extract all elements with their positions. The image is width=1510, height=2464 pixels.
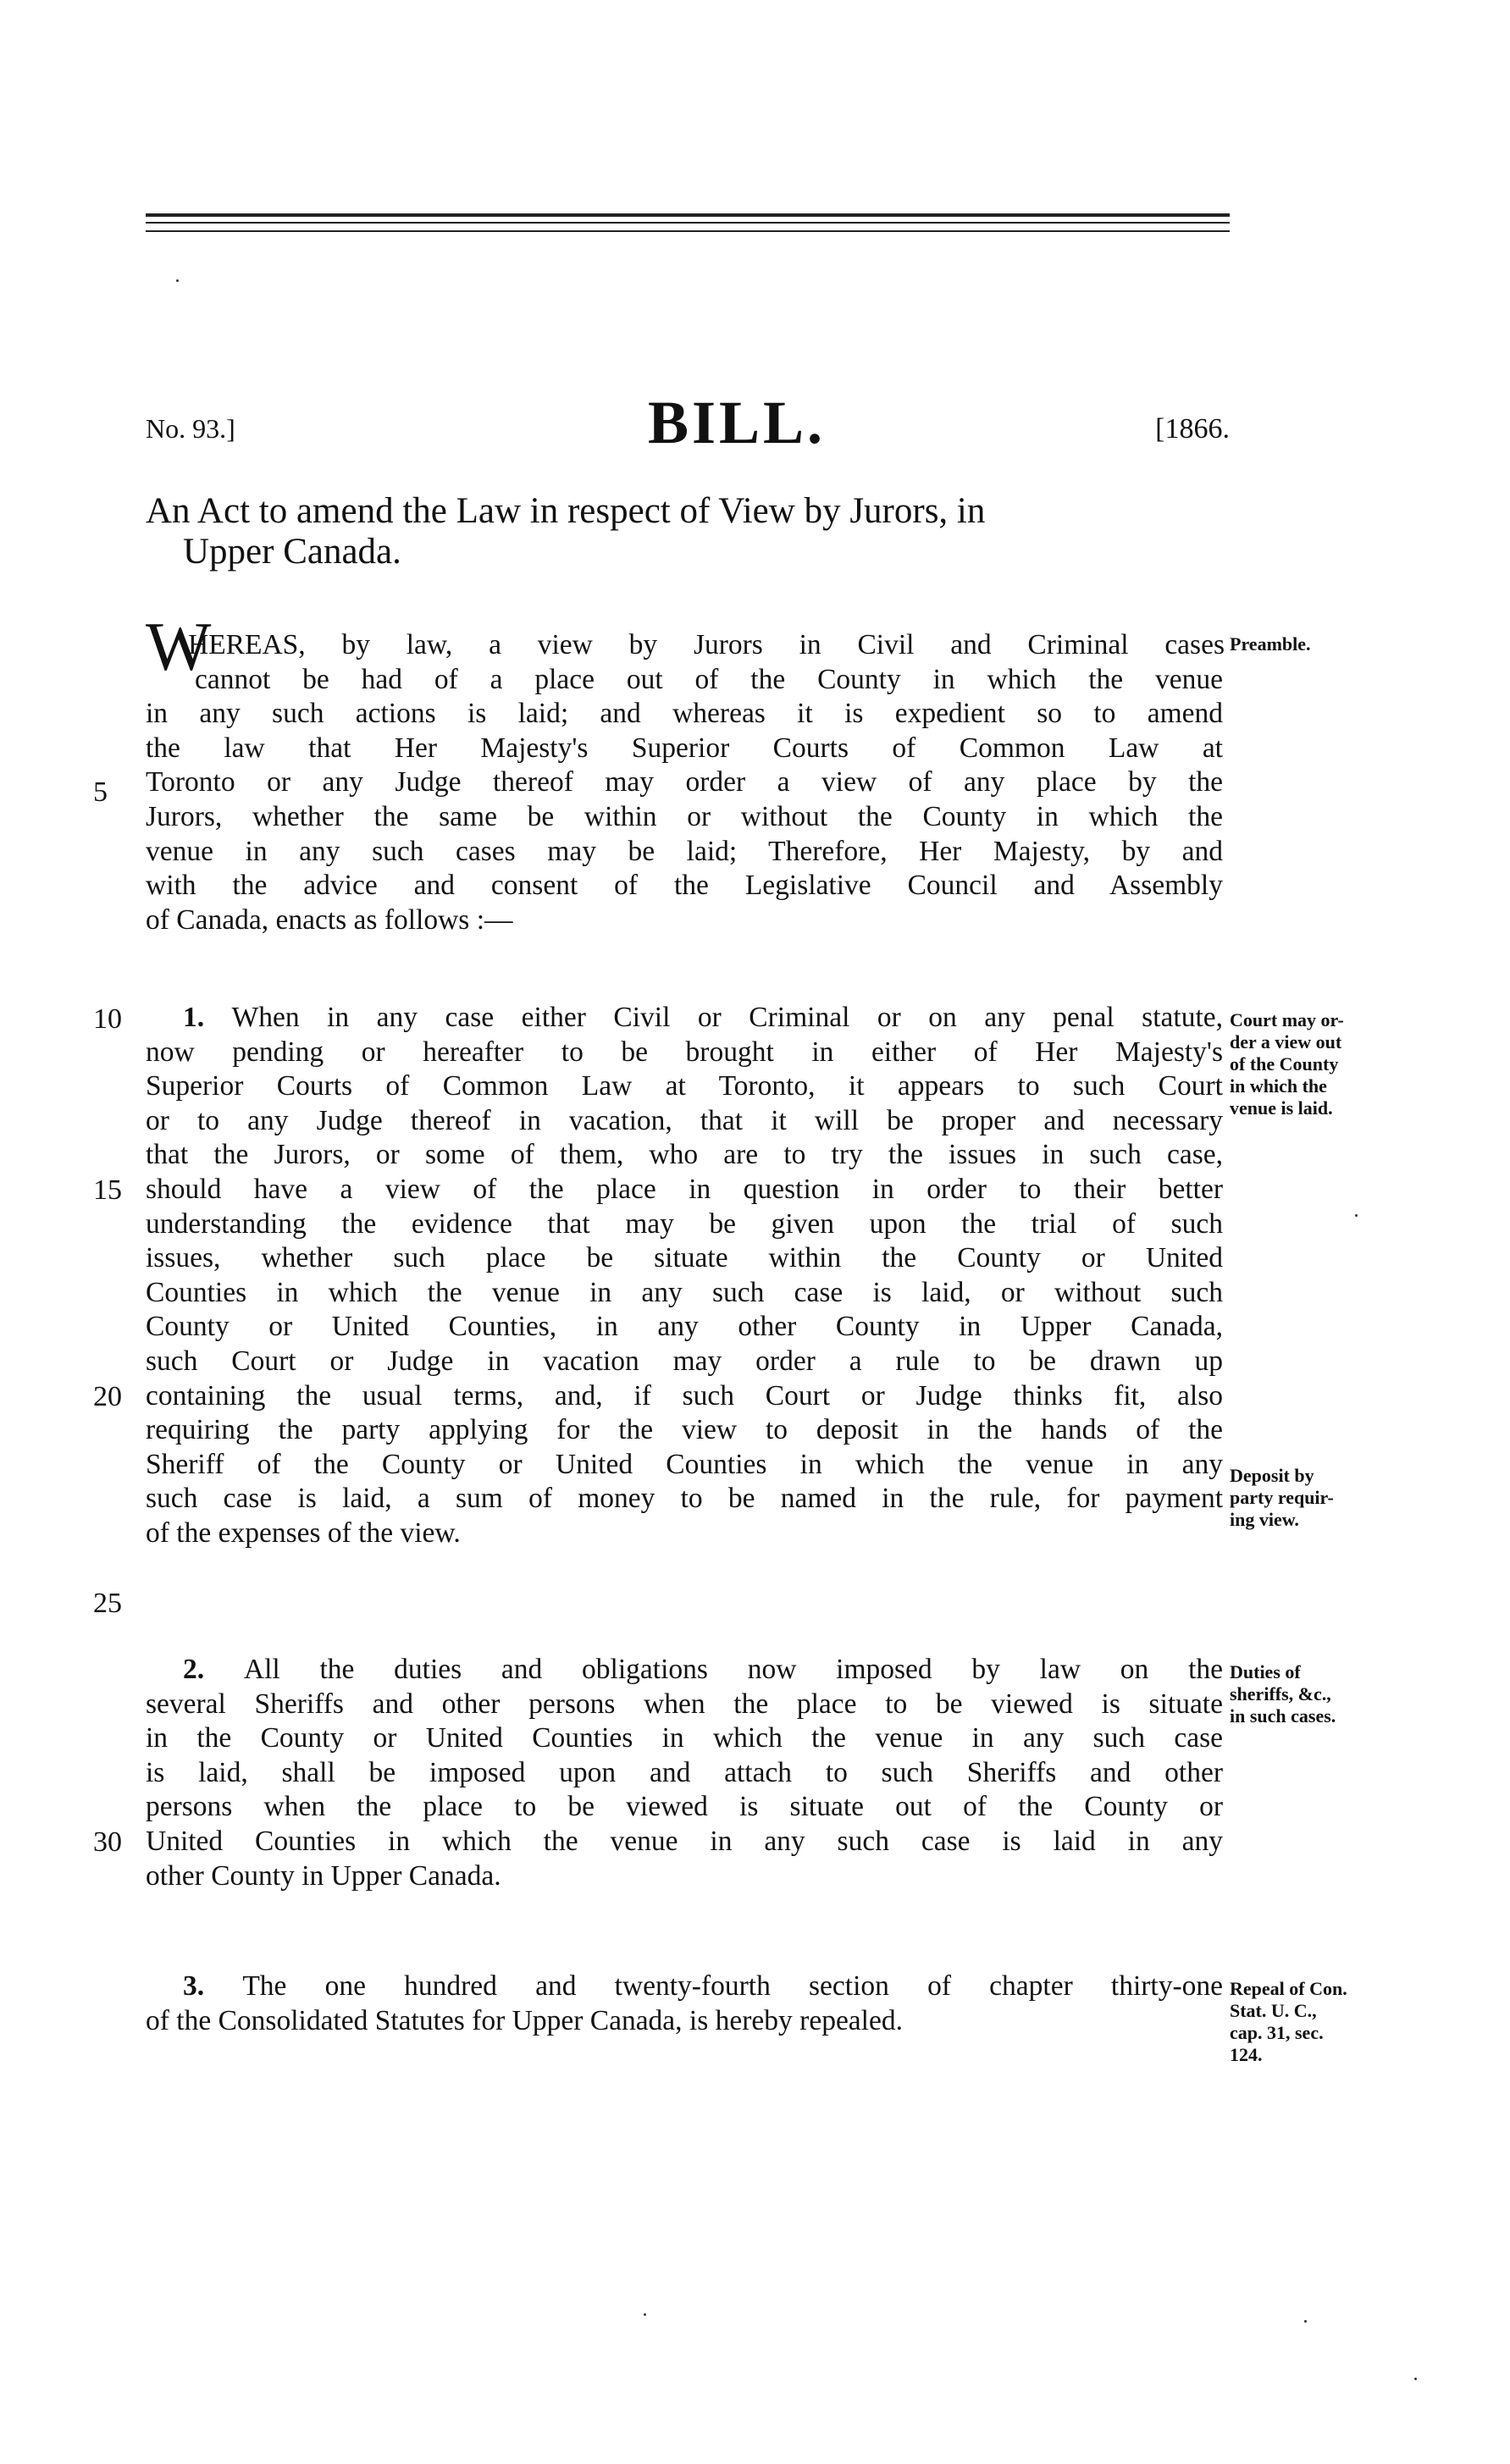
preamble-line: with the advice and consent of the Legislative Council and Assembly xyxy=(146,870,1223,902)
line-text: issues, whether such place be situate within the County or United xyxy=(146,1242,1223,1274)
section-number: 3. xyxy=(183,1970,243,2002)
line-text: that the Jurors, or some of them, who are to try the issues in such case, xyxy=(146,1139,1223,1171)
scan-speck xyxy=(1355,1214,1358,1217)
preamble-line: in any such actions is laid; and whereas it is expedient so to amend xyxy=(146,698,1223,730)
preamble-line: HEREAS, by law, a view by Jurors in Civil and Criminal cases xyxy=(188,629,1225,660)
margin-note-line: Stat. U. C., xyxy=(1230,2000,1317,2021)
margin-note-line: venue is laid. xyxy=(1230,1097,1333,1119)
top-rule xyxy=(146,213,1230,217)
line-text: is laid, shall be imposed upon and attach to such Sheriffs and other xyxy=(146,1756,1223,1788)
section2-line xyxy=(146,1790,1223,1824)
margin-note-line: Deposit by xyxy=(1230,1465,1314,1486)
line-text: United Counties in which the venue in any such case is laid in any xyxy=(146,1826,1223,1857)
section1-line xyxy=(146,1069,1223,1103)
scan-speck xyxy=(644,2313,646,2316)
bill-year: [1866. xyxy=(1155,413,1230,445)
margin-note-line: der a view out xyxy=(1230,1031,1342,1052)
section3-line xyxy=(146,2004,1194,2038)
margin-note-line: Repeal of Con. xyxy=(1230,1978,1347,1999)
preamble-line: cannot be had of a place out of the County in which the venue xyxy=(195,663,1223,695)
bill-heading: BILL. xyxy=(647,389,827,456)
line-text: When in any case either Civil or Criminal or on any penal statute, xyxy=(231,1002,1224,1033)
section1-line xyxy=(146,1276,1223,1310)
margin-note-line: in which the xyxy=(1230,1075,1327,1097)
line-text: County or United Counties, in any other County in Upper Canada, xyxy=(146,1311,1223,1343)
line-number-15: 15 xyxy=(93,1174,122,1206)
section1-line xyxy=(146,1310,1223,1344)
section1-line xyxy=(146,1379,1223,1413)
line-text: understanding the evidence that may be given upon the trial of such xyxy=(146,1207,1223,1240)
line-text: of the Consolidated Statutes for Upper Canada, is hereby repealed. xyxy=(146,2004,903,2036)
section1-line xyxy=(146,1138,1223,1172)
section1-line xyxy=(146,1173,1223,1207)
line-text: several Sheriffs and other persons when the place to be viewed is situate xyxy=(146,1688,1223,1720)
line-text: in the County or United Counties in which the venue in any such case xyxy=(146,1722,1223,1754)
line-text: such Court or Judge in vacation may order a rule to be drawn up xyxy=(146,1345,1223,1377)
section2-line xyxy=(146,1859,1223,1893)
line-text: should have a view of the place in question in order to their better xyxy=(146,1174,1223,1205)
preamble-line: Jurors, whether the same be within or without the County in which the xyxy=(146,801,1223,832)
preamble-dropcap: W xyxy=(146,608,212,685)
section2-line xyxy=(183,1653,1223,1687)
section2-line xyxy=(146,1825,1223,1859)
margin-note-line: in such cases. xyxy=(1230,1705,1336,1726)
section1-line xyxy=(146,1207,1223,1241)
line-number-5: 5 xyxy=(93,776,108,808)
section1-line xyxy=(146,1241,1223,1275)
preamble-note: Preamble. xyxy=(1230,633,1311,655)
section1-line xyxy=(146,1036,1223,1069)
scan-speck xyxy=(1414,2378,1417,2380)
line-text: Sheriff of the County or United Counties in which the venue in any xyxy=(146,1448,1223,1480)
margin-note-line: Duties of xyxy=(1230,1661,1301,1682)
top-rule-third xyxy=(146,230,1230,232)
section3-line xyxy=(183,1970,1223,2003)
section2-line xyxy=(146,1721,1223,1755)
line-text: Counties in which the venue in any such case is laid, or without such xyxy=(146,1276,1223,1308)
section1-line xyxy=(146,1104,1223,1138)
section2-line xyxy=(146,1688,1223,1721)
margin-note-line: sheriffs, &c., xyxy=(1230,1683,1331,1704)
line-text: All the duties and obligations now imposed by law on the xyxy=(243,1654,1223,1685)
margin-note-line: ing view. xyxy=(1230,1509,1299,1530)
line-text: of the expenses of the view. xyxy=(146,1517,461,1549)
line-text: Superior Courts of Common Law at Toronto, it appears to such Court xyxy=(146,1070,1223,1102)
scan-speck xyxy=(176,279,179,282)
top-rule-second xyxy=(146,222,1230,224)
line-text: now pending or hereafter to be brought in either of Her Majesty's xyxy=(146,1036,1223,1068)
preamble-line: the law that Her Majesty's Superior Courts of Common Law at xyxy=(146,732,1223,764)
preamble-line: Toronto or any Judge thereof may order a view of any place by the xyxy=(146,766,1223,798)
line-text: containing the usual terms, and, if such Court or Judge thinks fit, also xyxy=(146,1379,1223,1412)
line-number-30: 30 xyxy=(93,1826,122,1858)
margin-note-line: 124. xyxy=(1230,2044,1263,2065)
line-number-20: 20 xyxy=(93,1381,122,1412)
preamble-line: of Canada, enacts as follows :— xyxy=(146,903,513,936)
act-title-line-1: An Act to amend the Law in respect of View by Jurors, in xyxy=(146,491,986,531)
act-title xyxy=(146,491,1247,572)
section-number: 1. xyxy=(183,1002,232,1033)
section-number: 2. xyxy=(183,1654,244,1685)
line-text: requiring the party applying for the view to deposit in the hands of the xyxy=(146,1414,1223,1446)
margin-note-line: of the County xyxy=(1230,1053,1339,1075)
line-text: The one hundred and twenty-fourth section of chapter thirty-one xyxy=(242,1970,1224,2002)
line-text: such case is laid, a sum of money to be named in the rule, for payment xyxy=(146,1483,1223,1515)
line-number-10: 10 xyxy=(93,1003,122,1035)
section1-line xyxy=(146,1517,1223,1550)
margin-note-line: cap. 31, sec. xyxy=(1230,2022,1324,2043)
section2-line xyxy=(146,1756,1223,1790)
margin-note-line: party requir- xyxy=(1230,1487,1334,1508)
section1-line xyxy=(146,1345,1223,1378)
section1-line xyxy=(146,1413,1223,1447)
scan-speck xyxy=(1304,2320,1307,2323)
bill-number: No. 93.] xyxy=(146,413,235,444)
section1-line xyxy=(183,1001,1223,1035)
preamble-line: venue in any such cases may be laid; Therefore, Her Majesty, by and xyxy=(146,835,1223,867)
act-title-line-2: Upper Canada. xyxy=(183,532,401,572)
section1-line xyxy=(146,1482,1223,1516)
line-text: other County in Upper Canada. xyxy=(146,1859,501,1892)
line-number-25: 25 xyxy=(93,1588,122,1619)
line-text: or to any Judge thereof in vacation, that it will be proper and necessary xyxy=(146,1104,1223,1136)
section1-line xyxy=(146,1448,1223,1482)
margin-note-line: Court may or- xyxy=(1230,1009,1344,1030)
line-text: persons when the place to be viewed is situate out of the County or xyxy=(146,1791,1223,1823)
